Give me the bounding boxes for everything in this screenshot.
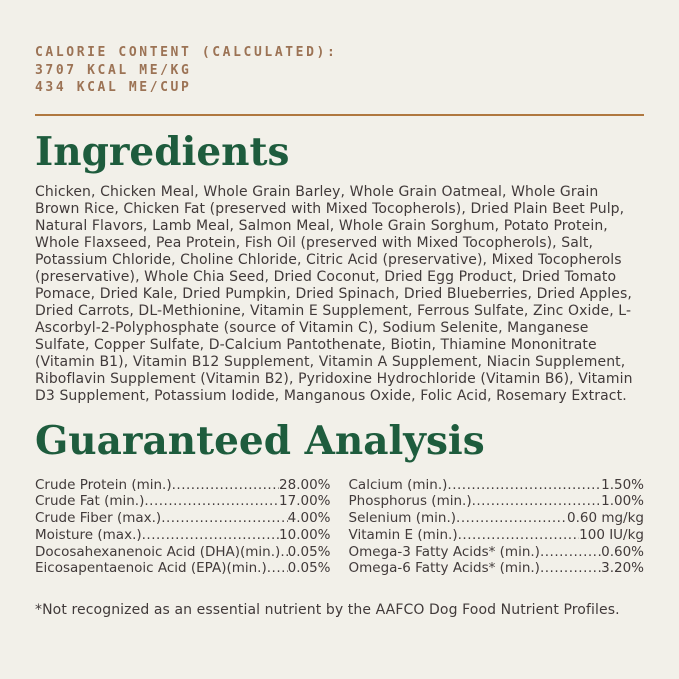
nutrient-value: 3.20%	[601, 560, 644, 577]
analysis-row	[349, 544, 645, 561]
dot-leader	[458, 527, 580, 544]
dot-leader	[172, 477, 279, 494]
analysis-column-left	[35, 477, 331, 578]
analysis-row	[349, 477, 645, 494]
ingredients-heading: Ingredients	[35, 128, 290, 175]
analysis-row	[35, 527, 331, 544]
nutrient-value: 4.00%	[287, 510, 331, 527]
nutrient-value: 100 IU/kg	[579, 526, 644, 543]
analysis-row	[349, 527, 645, 544]
analysis-row	[349, 510, 645, 527]
calorie-kcal-per-cup: 434 KCAL ME/CUP	[35, 80, 192, 95]
calorie-content-block	[35, 44, 644, 97]
ingredients-text: Chicken, Chicken Meal, Whole Grain Barley, Whole Grain Oatmeal, Whole Grain Brown Rice, Chicken Fat (preserved with Mixed Tocopherols), Dried Plain Beet Pulp, Natural Flavors, Lamb Meal, Salmon Meal, Whole Grain Sorghum, Potato Protein, Whole Flaxseed, Pea Protein, Fish Oil (preserved with Mixed Tocopherols), Salt, Potassium Chloride, Choline Chloride, Citric Acid (preservative), Mixed Tocopherols (preservative), Whole Chia Seed, Dried Coconut, Dried Egg Product, Dried Tomato Pomace, Dried Kale, Dried Pumpkin, Dried Spinach, Dried Blueberries, Dried Apples, Dried Carrots, DL-Methionine, Vitamin E Supplement, Ferrous Sulfate, Zinc Oxide, L-Ascorbyl-2-Polyphosphate (source of Vitamin C), Sodium Selenite, Manganese Sulfate, Copper Sulfate, D-Calcium Pantothenate, Biotin, Thiamine Mononitrate (Vitamin B1), Vitamin B12 Supplement, Vitamin A Supplement, Niacin Supplement, Riboflavin Supplement (Vitamin B2), Pyridoxine Hydrochloride (Vitamin B6), Vitamin D3 Supplement, Potassium Iodide, Manganous Oxide, Folic Acid, Rosemary Extract.	[35, 183, 633, 404]
nutrient-value: 1.50%	[601, 476, 644, 493]
section-divider	[35, 114, 644, 116]
nutrient-label: Omega-6 Fatty Acids* (min.)	[348, 560, 540, 577]
nutrient-label: Omega-3 Fatty Acids* (min.)	[348, 543, 540, 560]
dot-leader	[447, 477, 601, 494]
analysis-row	[35, 493, 331, 510]
dot-leader	[161, 510, 287, 527]
dot-leader	[144, 493, 279, 510]
nutrient-value: 28.00%	[279, 476, 331, 493]
calorie-kcal-per-kg: 3707 KCAL ME/KG	[35, 62, 192, 78]
analysis-row	[35, 477, 331, 494]
dot-leader	[540, 560, 601, 577]
analysis-row	[35, 510, 331, 527]
nutrient-label: Eicosapentaenoic Acid (EPA)(min.)	[35, 560, 267, 577]
nutrient-label: Phosphorus (min.)	[348, 493, 472, 510]
dot-leader	[540, 544, 601, 561]
nutrient-label: Crude Fat (min.)	[35, 493, 145, 510]
guaranteed-analysis-table	[35, 477, 644, 578]
analysis-row	[35, 544, 331, 561]
nutrient-label: Moisture (max.)	[35, 526, 142, 543]
nutrient-label: Vitamin E (min.)	[348, 526, 458, 543]
nutrient-value: 1.00%	[601, 493, 644, 510]
analysis-row	[349, 493, 645, 510]
analysis-row	[35, 560, 331, 577]
aafco-footnote: *Not recognized as an essential nutrient by the AAFCO Dog Food Nutrient Profiles.	[35, 602, 620, 619]
nutrient-value: 0.60 mg/kg	[566, 510, 644, 527]
nutrient-value: 17.00%	[279, 493, 331, 510]
nutrient-label: Crude Fiber (max.)	[35, 510, 162, 527]
calorie-content-title: CALORIE CONTENT (CALCULATED):	[35, 45, 338, 60]
nutrient-label: Calcium (min.)	[348, 476, 448, 493]
nutrient-label: Selenium (min.)	[348, 510, 457, 527]
dot-leader	[142, 527, 279, 544]
dot-leader	[267, 560, 288, 577]
guaranteed-analysis-heading: Guaranteed Analysis	[35, 417, 485, 464]
dot-leader	[280, 544, 287, 561]
nutrient-value: 10.00%	[279, 526, 331, 543]
dot-leader	[456, 510, 567, 527]
nutrient-value: 0.60%	[601, 543, 644, 560]
analysis-row	[349, 560, 645, 577]
dot-leader	[472, 493, 602, 510]
nutrient-value: 0.05%	[287, 560, 331, 577]
nutrient-value: 0.05%	[287, 543, 331, 560]
analysis-column-right	[349, 477, 645, 578]
nutrient-label: Crude Protein (min.)	[35, 476, 172, 493]
nutrient-label: Docosahexanenoic Acid (DHA)(min.)	[35, 543, 281, 560]
